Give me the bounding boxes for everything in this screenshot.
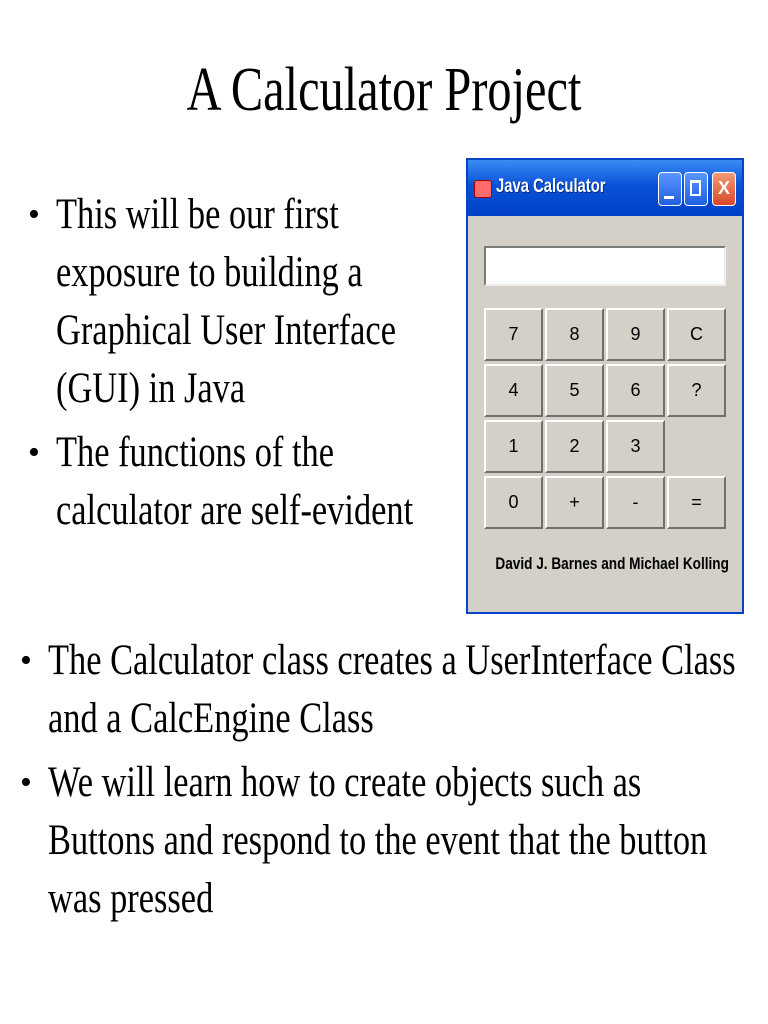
close-button[interactable]: [712, 172, 736, 206]
java-calculator-window: [466, 158, 744, 614]
bullet-item: [14, 754, 754, 928]
key-equals[interactable]: =: [667, 476, 726, 529]
window-title: Java Calculator: [496, 176, 606, 197]
bullet-icon: •: [28, 196, 40, 233]
close-icon: X: [717, 178, 730, 198]
key-plus[interactable]: +: [545, 476, 604, 529]
bullet-icon: •: [20, 642, 32, 679]
top-bullet-list: [22, 186, 462, 546]
key-help[interactable]: ?: [667, 364, 726, 417]
key-1[interactable]: 1: [484, 420, 543, 473]
bullet-item: [22, 424, 462, 540]
bullet-icon: •: [20, 764, 32, 801]
keypad-empty-cell: [667, 420, 726, 473]
key-2[interactable]: 2: [545, 420, 604, 473]
bullet-line: The Calculator class creates a UserInterface Class: [48, 637, 736, 684]
maximize-icon: [690, 180, 701, 196]
bullet-line: calculator are self-evident: [56, 487, 414, 534]
bullet-line: Graphical User Interface: [56, 307, 396, 354]
author-credit: David J. Barnes and Michael Kolling: [495, 554, 729, 573]
key-0[interactable]: 0: [484, 476, 543, 529]
minimize-icon: [664, 196, 674, 199]
bullet-line: This will be our first: [56, 191, 339, 238]
key-4[interactable]: 4: [484, 364, 543, 417]
bullet-line: The functions of the: [56, 429, 334, 476]
bullet-icon: •: [28, 434, 40, 471]
key-5[interactable]: 5: [545, 364, 604, 417]
bullet-line: (GUI) in Java: [56, 365, 246, 412]
bottom-bullet-list: [14, 632, 754, 934]
slide-title: A Calculator Project: [186, 56, 582, 124]
key-6[interactable]: 6: [606, 364, 665, 417]
key-3[interactable]: 3: [606, 420, 665, 473]
window-titlebar[interactable]: [468, 160, 742, 216]
minimize-button[interactable]: [658, 172, 682, 206]
key-9[interactable]: 9: [606, 308, 665, 361]
bullet-line: was pressed: [48, 875, 214, 922]
maximize-button[interactable]: [684, 172, 708, 206]
key-clear[interactable]: C: [667, 308, 726, 361]
bullet-line: Buttons and respond to the event that the button: [48, 817, 708, 864]
calculator-display[interactable]: [484, 246, 726, 286]
bullet-line: We will learn how to create objects such as: [48, 759, 642, 806]
bullet-line: exposure to building a: [56, 249, 363, 296]
key-8[interactable]: 8: [545, 308, 604, 361]
bullet-item: [22, 186, 462, 418]
key-minus[interactable]: -: [606, 476, 665, 529]
keypad: [484, 308, 728, 529]
key-7[interactable]: 7: [484, 308, 543, 361]
java-app-icon: [474, 180, 492, 198]
bullet-item: [14, 632, 754, 748]
bullet-line: and a CalcEngine Class: [48, 695, 374, 742]
